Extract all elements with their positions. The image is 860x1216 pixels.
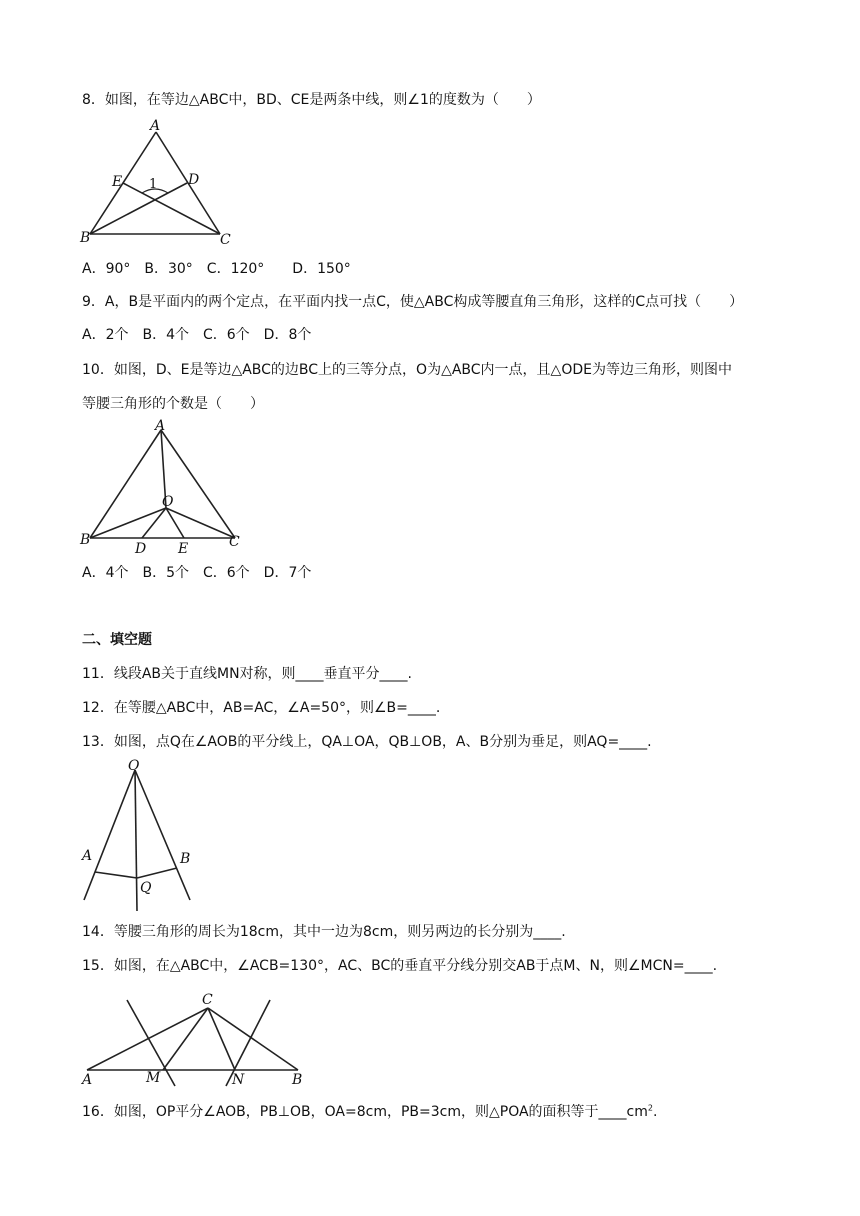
q10-label-c: C [229,534,240,550]
q13-label-q: Q [140,880,152,896]
q8-label-c: C [220,232,231,248]
q15-label-m: M [146,1070,161,1086]
q15-label-a: A [82,1072,93,1088]
question-9-options: A．2个 B．4个 C．6个 D．8个 [82,327,312,343]
question-11-text: 11．线段AB关于直线MN对称，则____垂直平分____. [82,666,412,682]
section-2-heading: 二、填空题 [82,632,152,648]
question-13-text: 13．如图，点Q在∠AOB的平分线上，QA⊥OA，QB⊥OB，A、B分别为垂足，则AQ=____. [82,734,652,750]
question-10-options: A．4个 B．5个 C．6个 D．7个 [82,565,312,581]
question-10-text-line1: 10．如图，D、E是等边△ABC的边BC上的三等分点，O为△ABC内一点，且△ODE为等边三角形，则图中 [82,362,732,378]
q15-figure [80,986,320,1091]
q13-label-b: B [180,851,191,867]
q13-figure [80,756,210,916]
q8-angle-label: 1 [149,177,158,192]
q8-label-a: A [150,118,161,134]
q8-label-e: E [112,174,123,190]
q8-label-b: B [80,230,91,246]
question-8-text: 8．如图，在等边△ABC中，BD、CE是两条中线，则∠1的度数为（ ） [82,92,541,108]
q8-figure [80,118,240,248]
q10-label-a: A [155,418,166,434]
question-8-options: A．90° B．30° C．120° D．150° [82,261,351,277]
q10-figure [80,418,250,558]
q10-label-d: D [135,541,147,557]
question-16-superscript: 2 [647,1103,653,1113]
q10-label-o: O [162,494,174,510]
q15-label-c: C [202,992,213,1008]
question-12-text: 12．在等腰△ABC中，AB=AC，∠A=50°，则∠B=____. [82,700,441,716]
question-10-text-line2: 等腰三角形的个数是（ ） [82,396,264,412]
question-16-main: 16．如图，OP平分∠AOB，PB⊥OB，OA=8cm，PB=3cm，则△POA的面积等于____cm [82,1104,648,1120]
q15-label-n: N [232,1072,245,1088]
question-14-text: 14．等腰三角形的周长为18cm，其中一边为8cm，则另两边的长分别为____. [82,924,566,940]
question-15-text: 15．如图，在△ABC中，∠ACB=130°，AC、BC的垂直平分线分别交AB于点M、N，则∠MCN=____. [82,958,718,974]
q10-label-e: E [178,541,189,557]
q15-label-b: B [292,1072,303,1088]
q8-label-d: D [188,172,200,188]
question-16-text [82,1102,657,1122]
q13-label-o: O [128,758,140,774]
q13-label-a: A [82,848,93,864]
question-9-text: 9．A，B是平面内的两个定点，在平面内找一点C，使△ABC构成等腰直角三角形，这样的C点可找（ ） [82,294,744,310]
q10-label-b: B [80,532,91,548]
question-16-end: . [652,1104,658,1120]
